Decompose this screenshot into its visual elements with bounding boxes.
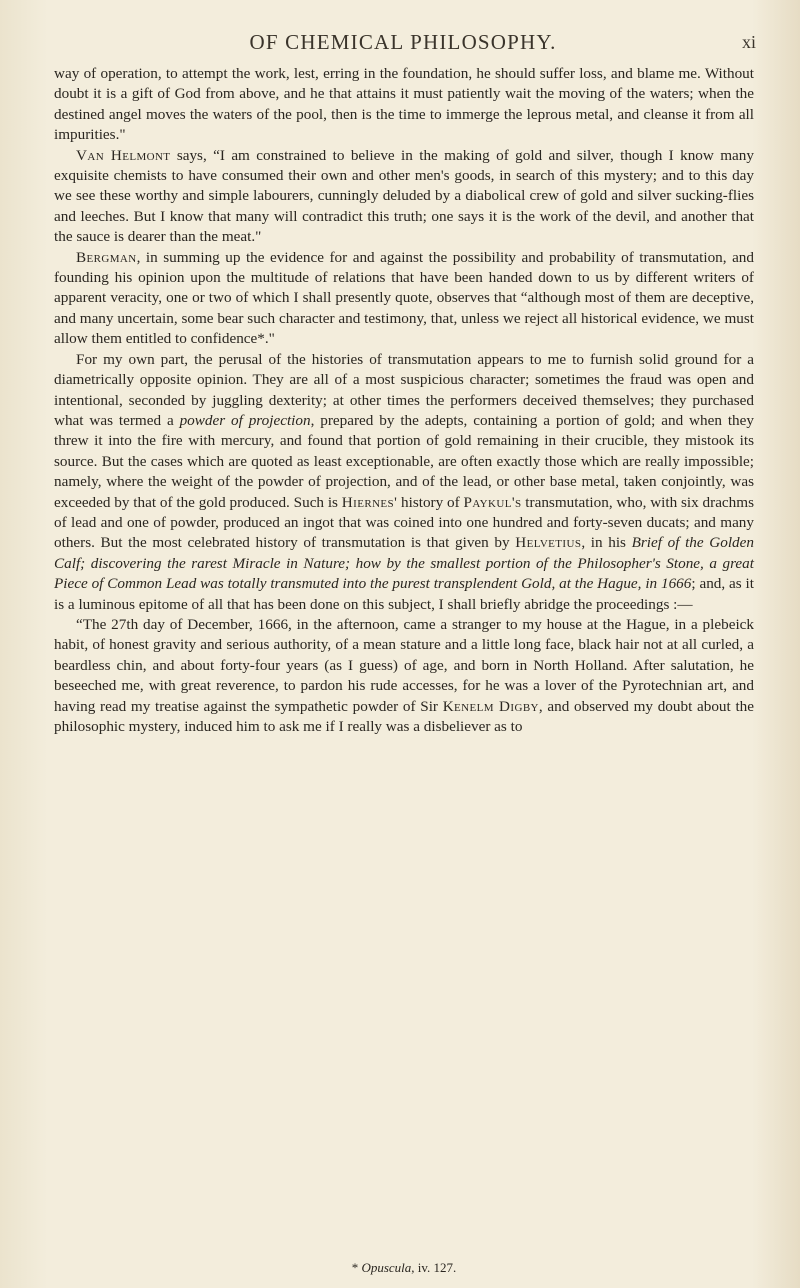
running-head: OF CHEMICAL PHILOSOPHY. <box>249 30 557 54</box>
paragraph-4 <box>54 350 754 615</box>
italic-powder-of-projection: powder of projection <box>179 411 311 429</box>
paragraph-1 <box>54 64 754 146</box>
name-van-helmont: Van Helmont <box>76 146 171 164</box>
footnote-source: Opuscula <box>361 1260 412 1275</box>
paragraph-5-text-b: , and observed my doubt about the philosophic mystery, induced him to ask me if I really was a disbeliever as to <box>54 697 754 735</box>
body-text <box>54 64 754 737</box>
paragraph-4-text-e: , in his <box>581 534 632 552</box>
italic-book-title: Brief of the Golden Calf; discovering the rarest Miracle in Nature; how by the smallest portion of the Philosopher's Stone, a great Piece of Common Lead was totally transmuted into the purest transplendent Gold, at the Hague, in 1666 <box>54 534 754 593</box>
page-header <box>50 30 756 60</box>
paragraph-2-text: says, “I am constrained to believe in the making of gold and silver, though I know many exquisite chemists to have consumed their own and other men's goods, in search of this mystery; and to this day we see these worthy and simple labourers, cunningly deluded by a diabolical crew of gold and silver sucking-flies and leeches. But I know that many will contradict this truth; one says it is the work of the devil, and another that the sauce is dearer than the meat." <box>54 146 754 246</box>
paragraph-5 <box>54 615 754 737</box>
footnote-marker: * <box>351 1260 362 1275</box>
name-kenelm-digby: Kenelm Digby <box>442 697 539 715</box>
footnote-ref: , iv. 127. <box>411 1260 457 1275</box>
paragraph-4-text-f: ; and, as it is a luminous epitome of all that has been done on this subject, I shall briefly abridge the proceedings :— <box>54 575 754 613</box>
paragraph-4-text-c: history of <box>397 493 464 511</box>
paragraph-5-text-a: “The 27th day of December, 1666, in the afternoon, came a stranger to my house at the Hague, in a plebeick habit, of honest gravity and serious authority, of a mean stature and a little long face, black hair not at all curled, a beardless chin, and about forty-four years (as I guess) of age, and born in North Holland. After salutation, he beseeched me, with great reverence, to pardon his rude accesses, for he was a lover of the Pyrotechnian art, and having read my treatise against the sympathetic powder of Sir <box>54 615 754 715</box>
paragraph-2 <box>54 146 754 248</box>
paragraph-3-text: , in summing up the evidence for and against the possibility and probability of transmutation, and founding his opinion upon the multitude of relations that have been handed down to us by different writers of apparent veracity, one or two of which I shall presently quote, observes that “although most of them are deceptive, and many uncertain, some bear such character and testimony, that, unless we reject all historical evidence, we must allow them entitled to confidence*." <box>54 248 754 348</box>
paragraph-4-text-a: For my own part, the perusal of the histories of transmutation appears to me to furnish solid ground for a diametrically opposite opinion. They are all of a most suspicious character; sometimes the fraud was open and intentional, seconded by juggling dexterity; at other times the performers deceived themselves; they purchased what was termed a <box>54 350 754 429</box>
footnote <box>54 1260 754 1276</box>
paragraph-4-text-b: , prepared by the adepts, containing a portion of gold; and when they threw it into the fire with mercury, and found that portion of gold remaining in their crucible, they mistook its source. But the cases which are quoted as least exceptionable, are often exactly those which are really impossible; namely, where the weight of the powder of projection, and of the lead, or other base metal, taken conjointly, was exceeded by that of the gold produced. Such is <box>54 411 754 511</box>
name-paykul: Paykul's <box>463 493 522 511</box>
paragraph-1-text: way of operation, to attempt the work, lest, erring in the foundation, he should suffer loss, and blame me. Without doubt it is a gift of God from above, and he that attains it must patiently wait the moving of the waters; when the destined angel moves the waters of the pool, then is the time to immerge the leprous metal, and cleanse it from all impurities." <box>54 65 754 144</box>
page-number: xi <box>741 32 756 52</box>
name-helvetius: Helvetius <box>515 534 582 552</box>
paragraph-3 <box>54 248 754 350</box>
name-bergman: Bergman <box>76 248 137 266</box>
paragraph-4-text-d: transmutation, who, with six drachms of lead and one of powder, produced an ingot that was coined into one hundred and forty-seven ducats; and many others. But the most celebrated history of transmutation is that given by <box>54 493 754 552</box>
name-hiernes: Hiernes' <box>341 493 398 511</box>
